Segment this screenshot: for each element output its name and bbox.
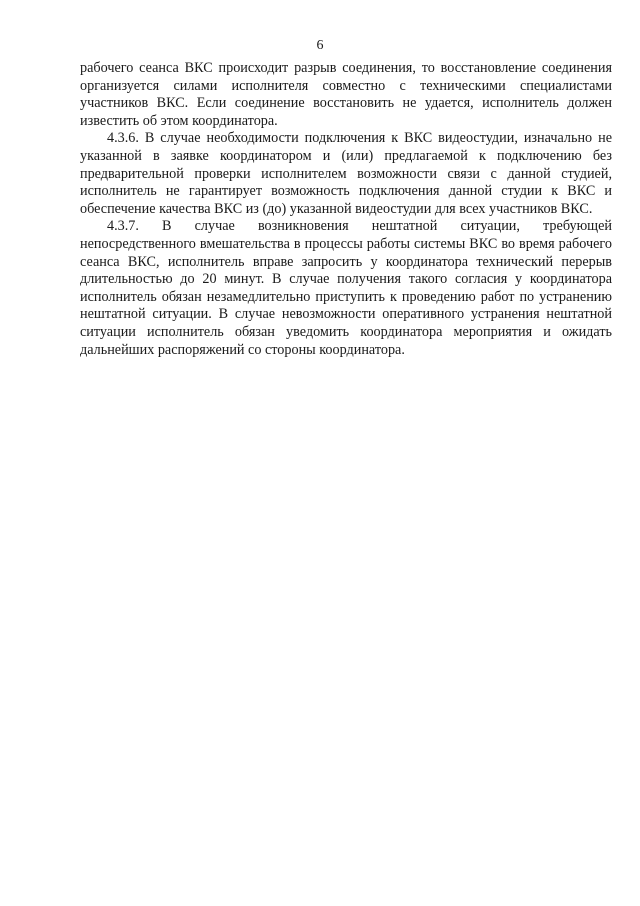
paragraph-clause-4-3-7: 4.3.7. В случае возникновения нештатной ситуации, требующей непосредственного вмешательства в процессы работы системы ВКС во время рабочего сеанса ВКС, исполнитель вправе запросить у координатора технический перерыв длительностью до 20 минут. В случае получения такого согласия у координатора исполнитель обязан незамедлительно приступить к проведению работ по устранению нештатной ситуации. В случае невозможности оперативного устранения нештатной ситуации исполнитель обязан уведомить координатора мероприятия и ожидать дальнейших распоряжений со стороны координатора.: [80, 218, 612, 358]
paragraph-continuation: рабочего сеанса ВКС происходит разрыв соединения, то восстановление соединения организуется силами исполнителя совместно с техническими специалистами участников ВКС. Если соединение восстановить не удается, исполнитель должен известить об этом координатора.: [80, 60, 612, 129]
paragraph-clause-4-3-6: 4.3.6. В случае необходимости подключения к ВКС видеостудии, изначально не указанной в заявке координатором и (или) предлагаемой к подключению без предварительной проверки исполнителем возможности связи с данной студией, исполнитель не гарантирует возможность подключения данной студии к ВКС и обеспечение качества ВКС из (до) указанной видеостудии для всех участников ВКС.: [80, 130, 612, 217]
document-body: [80, 60, 612, 359]
page-number: 6: [316, 38, 324, 53]
